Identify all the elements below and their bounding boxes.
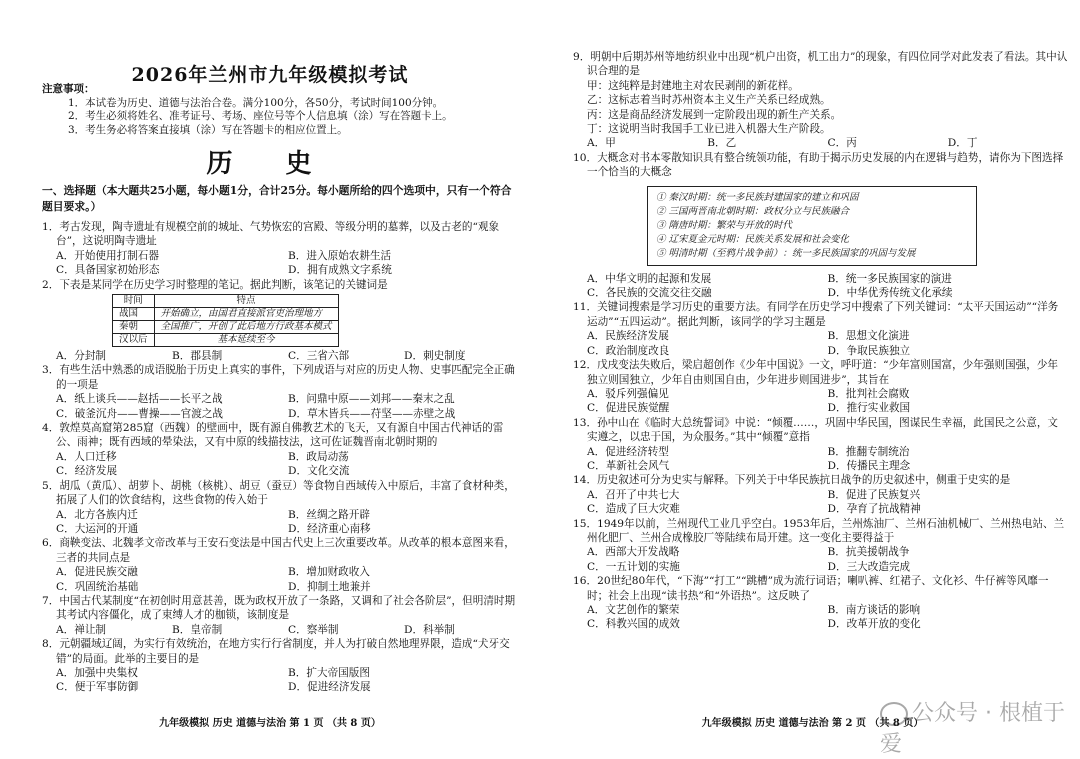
option-d: D．传播民主理念 <box>827 459 911 472</box>
timeline-item: ② 三国两晋南北朝时期：政权分立与民族融合 <box>656 205 850 217</box>
option-b: B．南方谈话的影响 <box>827 604 921 616</box>
timeline-item: ③ 隋唐时期：繁荣与开放的时代 <box>656 219 793 231</box>
option-c: C．革新社会风气 <box>587 459 670 472</box>
timeline-item: ① 秦汉时期：统一多民族封建国家的建立和巩固 <box>656 191 859 203</box>
opinion-line: 甲：这纯粹是封建地主对农民剥削的新花样。 <box>587 79 799 92</box>
question-stem: 1．考古发现，陶寺遗址有规模空前的城址、气势恢宏的宫殿、等级分明的墓葬，以及古老的“观象台”，这说明陶寺遗址 <box>42 221 500 248</box>
subject-title: 历 史 <box>206 149 334 179</box>
option-b: B．抗美援朝战争 <box>827 546 910 559</box>
table-cell: 开始确立，由国君直接派官吏治理地方 <box>154 308 338 321</box>
option-b: B．问鼎中原——刘邦——秦末之乱 <box>288 393 455 406</box>
question-stem: 7．中国古代某制度“在初创时用意甚善，既为政权开放了一条路，又调和了社会各阶层”，但明清时期其考试内容僵化，成了束缚人才的枷锁，该制度是 <box>42 594 516 622</box>
option-b: B．增加财政收入 <box>288 566 370 579</box>
opinion-line: 丙：这是商品经济发展到一定阶段出现的新生产关系。 <box>587 108 842 121</box>
question-stem: 15．1949年以前，兰州现代工业几乎空白。1953年后，兰州炼油厂、兰州石油机械厂、兰州热电站、兰州化肥厂、兰州合成橡胶厂等陆续布局开建。这一变化主要得益于 <box>573 517 1065 544</box>
option-d: D．文化交流 <box>288 465 350 478</box>
question-stem: 8．元朝疆域辽阔，为实行有效统治，在地方实行行省制度，并人为打破自然地理界限，造成“犬牙交错”的局面。此举的主要目的是 <box>42 638 510 665</box>
page-footer: 九年级模拟 历史 道德与法治 第 1 页 （共 8 页） <box>159 718 381 729</box>
question-7 <box>42 594 520 637</box>
table-row <box>113 334 339 347</box>
option-c: C．三省六部 <box>288 350 350 363</box>
option-a: A．文艺创作的繁荣 <box>587 604 680 616</box>
question-list <box>42 220 520 695</box>
question-stem: 3．有些生活中熟悉的成语脱胎于历史上真实的事件，下列成语与对应的历史人物、史事匹配完全正确的一项是 <box>42 364 515 391</box>
option-d: D．拥有成熟文字系统 <box>288 264 392 277</box>
option-d: D．中华优秀传统文化承续 <box>827 287 953 300</box>
option-a: A．禅让制 <box>56 623 107 636</box>
question-4 <box>42 421 520 479</box>
option-d: D．经济重心南移 <box>288 522 371 535</box>
option-a: A．开始使用打制石器 <box>56 249 159 262</box>
option-b: B．思想文化演进 <box>827 330 910 343</box>
question-2 <box>42 278 520 364</box>
exam-title: 2026年兰州市九年级模拟考试 <box>131 64 409 86</box>
question-stem: 13．孙中山在《临时大总统誓词》中说：“倾覆……，巩固中华民国，图谋民生幸福，此国民之公意，文实遵之，以忠于国，为众服务。”其中“倾覆”意指 <box>573 416 1059 444</box>
option-a: A．民族经济发展 <box>587 330 669 343</box>
option-d: D．刺史制度 <box>404 350 466 363</box>
option-d: D．孕育了抗战精神 <box>827 503 921 516</box>
option-a: A．促进民族交融 <box>56 566 138 579</box>
question-stem: 2．下表是某同学在历史学习时整理的笔记。据此判断，该笔记的关键词是 <box>42 278 388 291</box>
opinion-line: 丁：这说明当时我国手工业已进入机器大生产阶段。 <box>587 123 831 136</box>
timeline-item: ④ 辽宋夏金元时期：民族关系发展和社会变化 <box>656 233 850 245</box>
option-c: C．便于军事防御 <box>56 681 139 694</box>
option-d: D．争取民族独立 <box>827 344 911 357</box>
question-stem: 12．戊戌变法失败后，梁启超创作《少年中国说》一文，呼吁道：“少年富则国富，少年强则国强，少年独立则国独立，少年自由则国自由，少年进步则国进步”，其旨在 <box>573 359 1059 386</box>
question-9 <box>573 50 1068 151</box>
timeline-box <box>647 186 977 266</box>
option-c: C．具备国家初始形态 <box>56 264 160 277</box>
question-15 <box>573 517 1068 575</box>
question-11 <box>573 300 1068 358</box>
question-list <box>573 50 1068 632</box>
option-b: B．进入原始农耕生活 <box>288 249 392 262</box>
option-c: C．破釜沉舟——曹操——官渡之战 <box>56 407 224 420</box>
question-8 <box>42 637 520 695</box>
option-b: B．统一多民族国家的演进 <box>827 272 952 285</box>
option-c: C．察举制 <box>288 623 339 636</box>
option-b: B．政局动荡 <box>288 450 349 463</box>
option-c: C．丙 <box>827 137 857 150</box>
option-b: B．郡县制 <box>172 350 223 363</box>
page-footer: 九年级模拟 历史 道德与法治 第 2 页 （共 8 页） <box>701 718 924 729</box>
question-13 <box>573 416 1068 474</box>
option-c: C．政治制度改良 <box>587 344 670 357</box>
section-header: 一、选择题（本大题共25小题，每小题1分，合计25分。每小题所给的四个选项中，只有一个符合题目要求。） <box>42 184 512 213</box>
question-stem: 6．商鞅变法、北魏孝文帝改革与王安石变法是中国古代史上三次重要改革。从改革的根本意图来看，三者的共同点是 <box>42 537 515 564</box>
option-b: B．促进了民族复兴 <box>827 488 921 501</box>
table-cell: 全国推广，开创了此后地方行政基本模式 <box>154 321 338 334</box>
option-d: D．抑制土地兼并 <box>288 580 371 593</box>
table-row <box>113 308 339 321</box>
notes-block <box>42 83 522 137</box>
option-c: C．经济发展 <box>56 465 118 478</box>
question-6 <box>42 536 520 594</box>
note-item: 3．考生务必将答案直接填（涂）写在答题卡的相应位置上。 <box>68 123 348 136</box>
option-d: D．改革开放的变化 <box>827 618 921 631</box>
option-a: A．召开了中共七大 <box>587 488 680 501</box>
option-d: D．草木皆兵——苻坚——赤壁之战 <box>288 407 456 420</box>
table-header: 时间 <box>113 295 155 308</box>
option-b: B．乙 <box>707 137 737 150</box>
watermark-text: 公众号 · 根植于爱 <box>880 701 1065 757</box>
question-3 <box>42 363 520 421</box>
opinion-line: 乙：这标志着当时苏州资本主义生产关系已经成熟。 <box>587 94 831 107</box>
question-16 <box>573 574 1068 632</box>
option-d: D．科举制 <box>404 623 455 636</box>
option-a: A．促进经济转型 <box>587 445 669 458</box>
notes-header: 注意事项： <box>42 83 95 95</box>
option-a: A．中华文明的起源和发展 <box>587 272 712 285</box>
option-b: B．扩大帝国版图 <box>288 666 370 679</box>
note-item: 1．本试卷为历史、道德与法治合卷。满分100分，各50分，考试时间100分钟。 <box>68 96 444 109</box>
option-a: A．纸上谈兵——赵括——长平之战 <box>56 393 223 406</box>
option-d: D．三大改造完成 <box>827 560 911 573</box>
table-header: 特点 <box>154 295 338 308</box>
notes-table <box>112 294 339 347</box>
option-a: A．驳斥列强偏见 <box>587 387 669 400</box>
option-b: B．皇帝制 <box>172 623 223 636</box>
option-a: A．加强中央集权 <box>56 666 138 679</box>
timeline-item: ⑤ 明清时期（至鸦片战争前）：统一多民族国家的巩固与发展 <box>656 247 916 259</box>
option-c: C．一五计划的实施 <box>587 560 680 573</box>
note-item: 2．考生必须将姓名、准考证号、考场、座位号等个人信息填（涂）写在答题卡上。 <box>68 110 453 122</box>
option-c: C．科教兴国的成效 <box>587 618 680 631</box>
option-c: C．促进民族觉醒 <box>587 402 670 415</box>
question-10 <box>573 151 1068 301</box>
option-d: D．推行实业救国 <box>827 402 911 415</box>
option-a: A．分封制 <box>56 350 107 363</box>
option-a: A．人口迁移 <box>56 450 117 463</box>
table-cell: 基本延续至今 <box>154 334 338 347</box>
option-c: C．大运河的开通 <box>56 522 139 535</box>
table-row <box>113 321 339 334</box>
question-12 <box>573 358 1068 416</box>
option-a: A．甲 <box>587 137 616 150</box>
question-stem: 9．明朝中后期苏州等地纺织业中出现“机户出资，机工出力”的现象，有四位同学对此发表了看法。其中认识合理的是 <box>573 51 1068 78</box>
question-stem: 5．胡瓜（黄瓜）、胡萝卜、胡桃（核桃）、胡豆（蚕豆）等食物自西域传入中原后，丰富了食材种类，拓展了人们的饮食结构，这些食物的传入始于 <box>42 479 515 507</box>
question-stem: 16．20世纪80年代，“下海”“打工”“跳槽”成为流行词语；喇叭裤、红裙子、文化衫、牛仔裤等风靡一时；社会上出现“读书热”和“外语热”。这反映了 <box>573 575 1049 602</box>
table-cell: 秦朝 <box>113 321 155 334</box>
table-cell: 战国 <box>113 308 155 321</box>
question-5 <box>42 479 520 537</box>
option-b: B．推翻专制统治 <box>827 445 910 458</box>
option-c: C．巩固统治基础 <box>56 580 139 593</box>
question-14 <box>573 473 1068 516</box>
option-d: D．促进经济发展 <box>288 681 371 694</box>
option-b: B．批判社会腐败 <box>827 387 910 400</box>
option-c: C．造成了巨大灾难 <box>587 503 680 516</box>
right-page <box>545 0 1080 759</box>
table-cell: 汉以后 <box>113 334 155 347</box>
question-stem: 10．大概念对书本零散知识具有整合统领功能，有助于揭示历史发展的内在逻辑与趋势，请你为下图选择一个恰当的大概念 <box>573 151 1064 179</box>
option-d: D．丁 <box>947 137 978 150</box>
question-stem: 11．关键词搜索是学习历史的重要方法。有同学在历史学习中搜索了下列关键词：“太平天国运动”“洋务运动”“五四运动”。据此判断，该同学的学习主题是 <box>573 301 1059 328</box>
question-stem: 4．敦煌莫高窟第285窟（西魏）的壁画中，既有源自佛教艺术的飞天，又有源自中国古代神话的雷公、雨神；既有西域的晕染法，又有中原的线描技法，这可佐证魏晋南北朝时期的 <box>42 422 504 449</box>
option-a: A．西部大开发战略 <box>587 546 680 559</box>
option-b: B．丝绸之路开辟 <box>288 508 370 521</box>
option-a: A．北方各族内迁 <box>56 508 138 521</box>
question-stem: 14．历史叙述可分为史实与解释。下列关于中华民族抗日战争的历史叙述中，侧重于史实的是 <box>573 474 1011 487</box>
question-1 <box>42 220 520 278</box>
option-c: C．各民族的交流交往交融 <box>587 287 712 300</box>
